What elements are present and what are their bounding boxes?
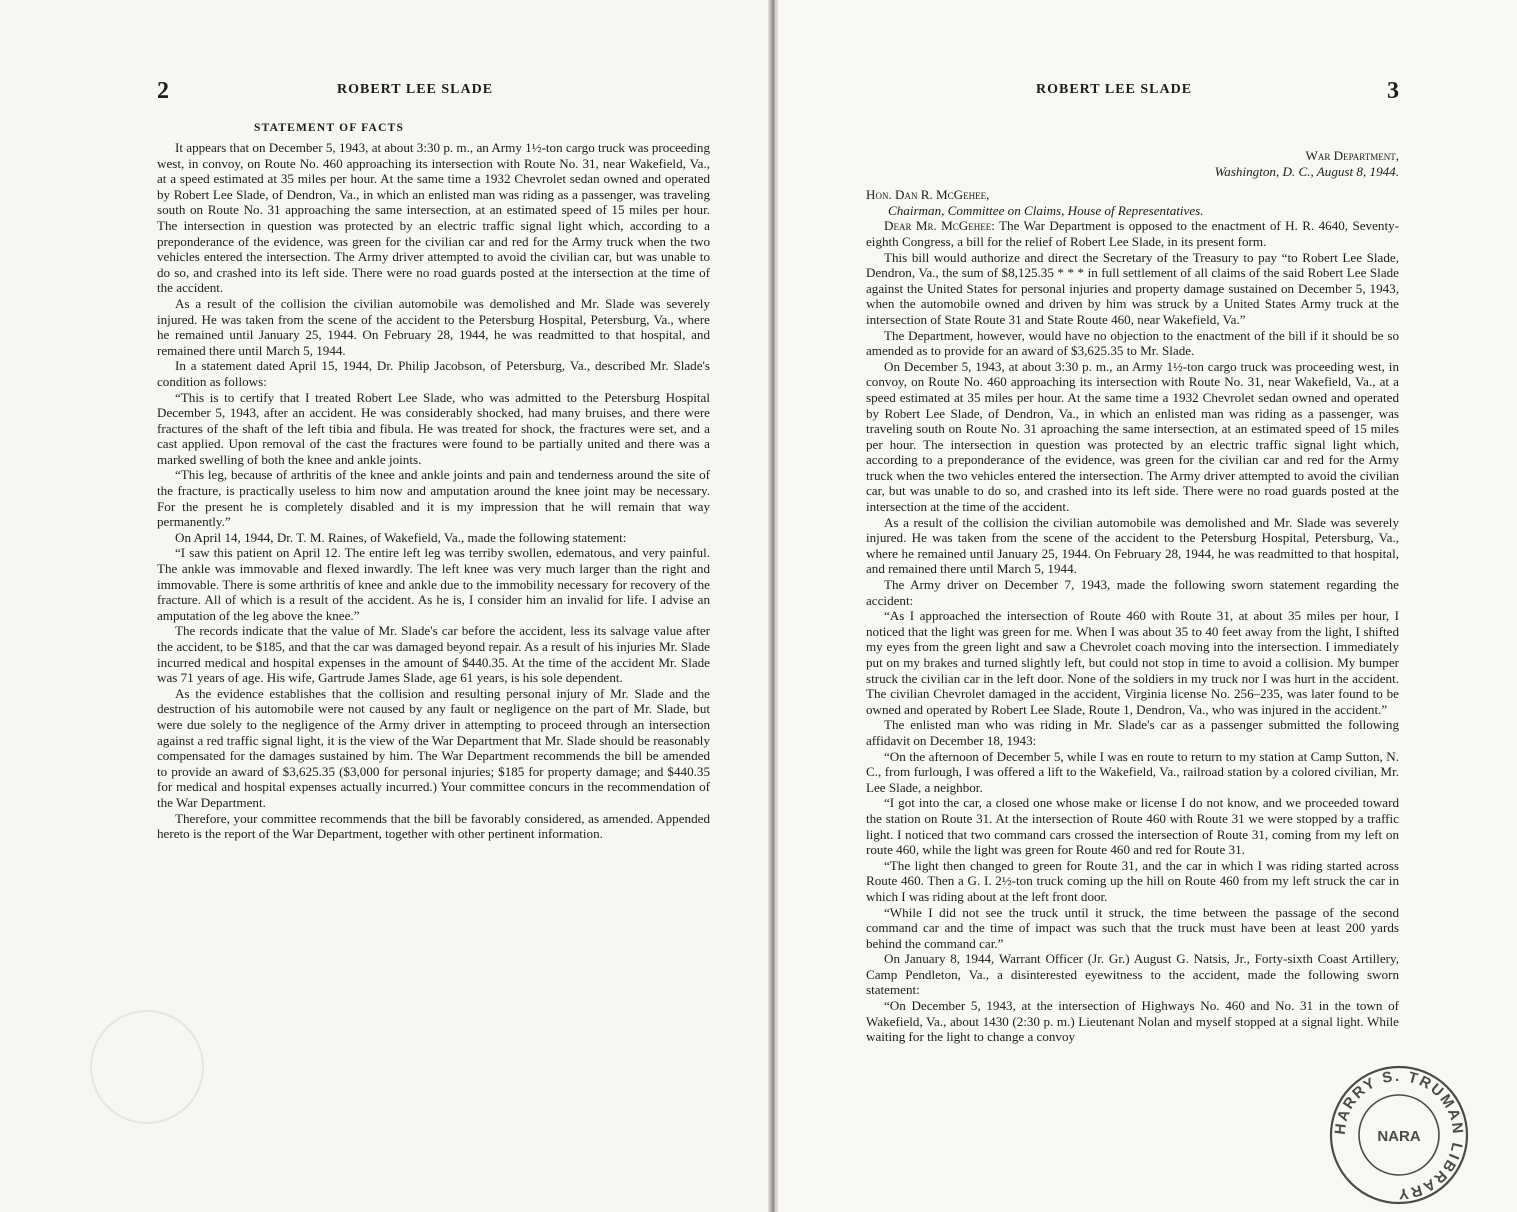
addressee-name: Hon. Dan R. McGehee,: [866, 187, 990, 203]
paragraph: It appears that on December 5, 1943, at about 3:30 p. m., an Army 1½-ton cargo truck was proceeding west, in convoy, on Route No. 460 approaching its intersection with Route No. 31, near Wakefield, Va., at a speed estimated at 35 miles per hour. At the same time a 1932 Chevrolet sedan owned and operated by Robert Lee Slade, of Dendron, Va., in which an enlisted man was riding as a passenger, was traveling south on Route No. 31 approaching the same intersection, at an estimated speed of 15 miles per hour. The intersection in question was protected by an electric traffic signal light which, according to a preponderance of the evidence, was green for the civilian car and red for the Army truck when the two vehicles entered the intersection. The Army driver attempted to avoid the civilian car, but was unable to do so, and crashed into its left side. There were no road guards posted at the intersection at the time of the accident.: [157, 140, 710, 296]
paragraph: The records indicate that the value of Mr. Slade's car before the accident, less its salvage value after the accident, to be $185, and that the car was damaged beyond repair. As a result of his injuries Mr. Slade incurred medical and hospital expenses in the amount of $440.35. At the time of the accident Mr. Slade was 71 years of age. His wife, Gartrude James Slade, age 61 years, is his sole dependent.: [157, 623, 710, 686]
salutation-paragraph: [866, 218, 1399, 249]
letterhead-department: War Department,: [1305, 148, 1399, 163]
faded-stamp-mark: [90, 1010, 204, 1124]
quote-paragraph: “The light then changed to green for Route 31, and the car in which I was riding started across Route 460. Then a G. I. 2½-ton truck coming up the hill on Route 460 from my left struck the car in which I was riding about at the left front door.: [866, 857, 1399, 904]
paragraph: On April 14, 1944, Dr. T. M. Raines, of Wakefield, Va., made the following statement:: [175, 529, 627, 545]
running-head-left: ROBERT LEE SLADE: [337, 82, 494, 97]
paragraph: This bill would authorize and direct the Secretary of the Treasury to pay “to Robert Lee Slade, Dendron, Va., the sum of $8,125.35 * * * in full settlement of all claims of the said Robert Lee Slade against the United States for personal injuries and property damage sustained on December 5, 1943, when the automobile owned and driven by him was struck by a United States Army truck at the intersection of State Route 31 and State Route 460, near Wakefield, Va.”: [866, 249, 1399, 327]
right-page-header: [866, 78, 1399, 108]
paragraph: Therefore, your committee recommends that the bill be favorably considered, as amended. Appended hereto is the report of the War Department, together with other pertinent information.: [157, 810, 710, 842]
paragraph: On December 5, 1943, at about 3:30 p. m., an Army 1½-ton cargo truck was proceeding west, in convoy, on Route No. 460 approaching its intersection with Route No. 31, near Wakefield, Va., at a speed estimated at 35 miles per hour. At the same time a 1932 Chevrolet sedan owned and operated by Robert Lee Slade, of Dendron, Va., in which an enlisted man was riding as a passenger, was traveling south on Route No. 31 aproaching the same intersection, at an estimated speed of 15 miles per hour. The intersection in question was protected by an electric traffic signal light which, according to a preponderance of the evidence, was green for the civilian car and red for the Army truck when the two vehicles entered the intersection. The Army driver attempted to avoid the civilian car, but was unable to do so, and crashed into its left side. There were no road guards posted at the intersection at the time of the accident.: [866, 358, 1399, 515]
right-page: [778, 0, 1517, 1212]
left-body-text: [157, 140, 710, 842]
stamp-ring-textpath: HARRY S. TRUMAN LIBRARY: [1331, 1067, 1467, 1203]
page-number-left: 2: [157, 78, 169, 104]
quote-paragraph: “I got into the car, a closed one whose make or license I do not know, and we proceeded toward the station on Route 31. At the intersection of Route 460 with Route 31 we were stopped by a traffic light. I noticed that two command cars crossed the intersection of Route 31, coming from my left on route 460, while the light was green for Route 460 and red for Route 31.: [866, 795, 1399, 858]
truman-library-stamp: [1323, 1060, 1475, 1210]
paragraph: As a result of the collision the civilian automobile was demolished and Mr. Slade was severely injured. He was taken from the scene of the accident to the Petersburg Hospital, Petersburg, Va., where he remained until January 25, 1944. On February 28, 1944, he was readmitted to that hospital, and remained there until March 5, 1944.: [157, 295, 710, 358]
paragraph: On January 8, 1944, Warrant Officer (Jr. Gr.) August G. Natsis, Jr., Forty-sixth Coast Artillery, Camp Pendleton, Va., a disinterested eyewitness to the accident, made the following sworn statement:: [866, 951, 1399, 998]
paragraph: As a result of the collision the civilian automobile was demolished and Mr. Slade was severely injured. He was taken from the scene of the accident to the Petersburg Hospital, Petersburg, Va., where he remained until January 25, 1944. On February 28, 1944, he was readmitted to that hospital, and remained there until March 5, 1944.: [866, 514, 1399, 577]
quote-paragraph: “On December 5, 1943, at the intersection of Highways No. 460 and No. 31 in the town of Wakefield, Va., about 1430 (2:30 p. m.) Lieutenant Nolan and myself stopped at a signal light. While waiting for the light to change a convoy: [866, 998, 1399, 1045]
page-number-right: 3: [1387, 78, 1399, 104]
quote-paragraph: “As I approached the intersection of Route 460 with Route 31, at about 35 miles per hour, I noticed that the light was green for me. When I was about 35 to 40 feet away from the light, I shifted my eyes from the green light and saw a Chevrolet coach moving into the intersection. I immediately put on my brakes and turned slightly left, but could not stop in time to avoid a collision. My bumper struck the civilian car in the left door. None of the soldiers in my truck nor I was hurt in the accident. The civilian Chevrolet damaged in the accident, Virginia license No. 256–235, was later found to be owned and operated by Robert Lee Slade, Route 1, Dendron, Va., who was injured in the accident.”: [866, 608, 1399, 717]
quote-paragraph: “I saw this patient on April 12. The entire left leg was terriby swollen, edematous, and very painful. The ankle was immovable and flexed inwardly. The left knee was very much larger than the right and immovable. There is some arthritis of knee and ankle due to the immobility necessary for recovery of the fracture. All of which is a result of the accident. As he is, I consider him an invalid for life. I advise an amputation of the leg above the knee.”: [157, 545, 710, 623]
quote-paragraph: “On the afternoon of December 5, while I was en route to return to my station at Camp Sutton, N. C., from furlough, I was offered a lift to the Wakefield, Va., railroad station by a colored civilian, Mr. Lee Slade, a neighbor.: [866, 748, 1399, 795]
letterhead-place-date: Washington, D. C., August 8, 1944.: [1214, 163, 1399, 179]
running-head-right: ROBERT LEE SLADE: [1036, 82, 1193, 97]
paragraph: As the evidence establishes that the collision and resulting personal injury of Mr. Slade and the destruction of his automobile were not caused by any fault or negligence on the part of Mr. Slade, but were due solely to the negligence of the Army driver in attempting to proceed through an intersection against a red traffic signal light, it is the view of the War Department that Mr. Slade should be reasonably compensated for the damages sustained by him. The War Department recommends the bill be amended to provide an award of $3,625.35 ($3,000 for personal injuries; $185 for property damage; and $440.35 for medical and hospital expenses actually incurred.) Your committee concurs in the recommendation of the War Department.: [157, 685, 710, 810]
paragraph: The Army driver on December 7, 1943, made the following sworn statement regarding the accident:: [866, 577, 1399, 608]
letterhead: [866, 148, 1399, 179]
section-title: STATEMENT OF FACTS: [254, 122, 405, 134]
paragraph: The War Department is opposed to the enactment of H. R. 4640, Seventy-eighth Congress, a bill for the relief of Robert Lee Slade, in its present form.: [866, 218, 1399, 249]
paragraph: The enlisted man who was riding in Mr. Slade's car as a passenger submitted the following affidavit on December 18, 1943:: [866, 717, 1399, 748]
left-page-header: [157, 78, 710, 108]
right-body-text: [866, 148, 1399, 1045]
salutation-name: Dear Mr. McGehee:: [884, 218, 995, 234]
addressee: [866, 187, 1399, 218]
quote-paragraph: “This is to certify that I treated Robert Lee Slade, who was admitted to the Petersburg Hospital December 5, 1943, after an accident. He was considerably shocked, had many bruises, and there were fractures of the shaft of the left tibia and fibula. He was treated for shock, the fractures were set, and a cast applied. Upon removal of the cast the fractures were found to be partially united and there was a marked swelling of both the knee and ankle joints.: [157, 389, 710, 467]
stamp-center-text: NARA: [1377, 1128, 1421, 1145]
paragraph: In a statement dated April 15, 1944, Dr. Philip Jacobson, of Petersburg, Va., described Mr. Slade's condition as follows:: [157, 358, 710, 389]
addressee-title: Chairman, Committee on Claims, House of Representatives.: [888, 202, 1204, 218]
quote-paragraph: “While I did not see the truck until it struck, the time between the passage of the second command car and the time of impact was such that the truck must have been at least 200 yards behind the command car.”: [866, 904, 1399, 951]
paragraph: The Department, however, would have no objection to the enactment of the bill if it should be so amended as to provide for an award of $3,625.35 to Mr. Slade.: [866, 327, 1399, 359]
quote-paragraph: “This leg, because of arthritis of the knee and ankle joints and pain and tenderness around the site of the fracture, is practically useless to him now and amputation around the knee joint may be necessary. For the present he is completely disabled and it is my impression that he will remain that way permanently.”: [157, 467, 710, 530]
